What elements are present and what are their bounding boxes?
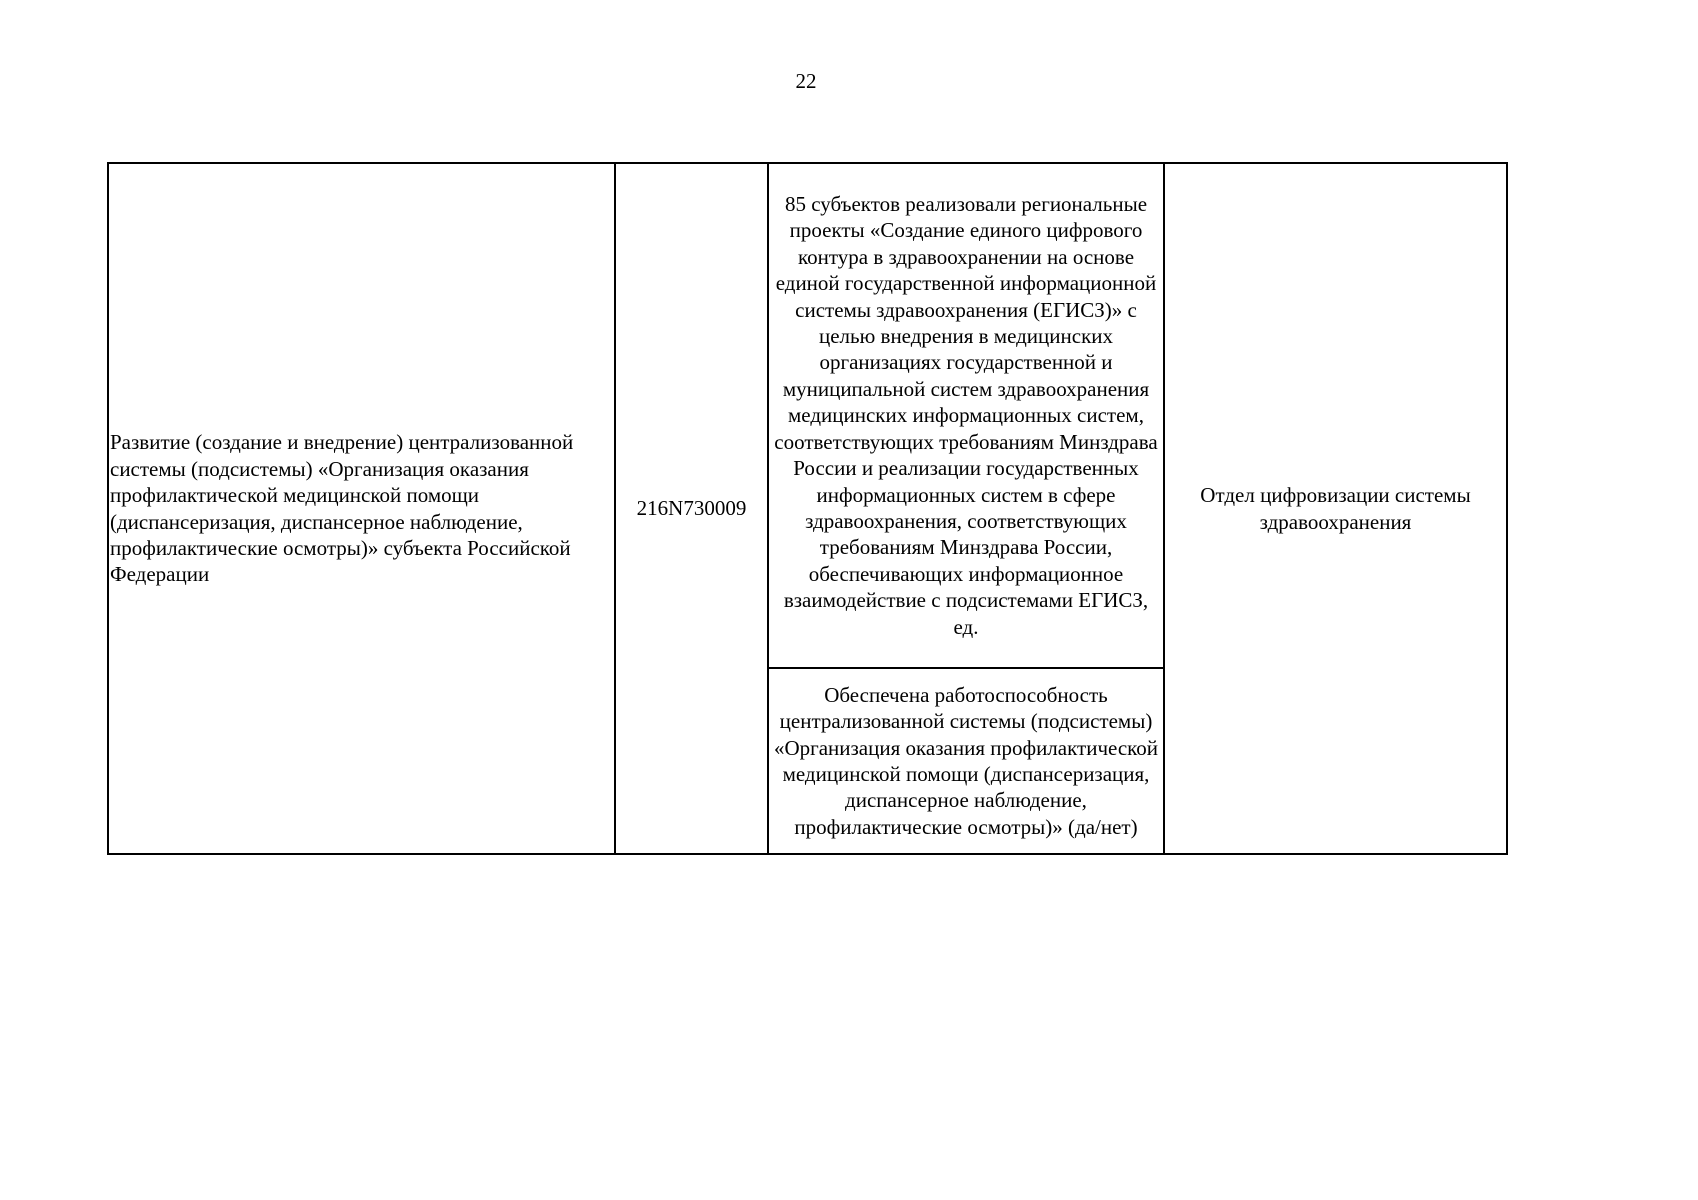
measure-name-text: Развитие (создание и внедрение) централизованной системы (подсистемы) «Организация оказания профилактической медицинской помощи (диспансеризация, диспансерное наблюдение, профилактические осмотры)» субъекта Российской Федерации [110, 430, 574, 587]
indicator-text-1: 85 субъектов реализовали региональные проекты «Создание единого цифрового контура в здравоохранении на основе единой государственной информационной системы здравоохранения (ЕГИСЗ)» с целью внедрения в медицинских организациях государственной и муниципальной систем здравоохранения медицинских информационных систем, соответствующих требованиям Минздрава России и реализации государственных информационных систем в сфере здравоохранения, соответствующих требованиям Минздрава России, обеспечивающих информационное взаимодействие с подсистемами ЕГИСЗ, ед. [774, 192, 1158, 639]
page-number: 22 [795, 69, 817, 93]
table-row [108, 163, 1507, 668]
indicator-cell-1 [768, 163, 1164, 668]
code-text: 216N730009 [636, 496, 747, 521]
responsible-cell [1164, 163, 1507, 854]
responsible-text: Отдел цифровизации системы здравоохранения [1200, 483, 1471, 534]
code-cell [615, 163, 768, 854]
indicator-text-2: Обеспечена работоспособность централизованной системы (подсистемы) «Организация оказания профилактической медицинской помощи (диспансеризация, диспансерное наблюдение, профилактические осмотры)» (да/нет) [773, 682, 1159, 839]
measure-name-cell [108, 163, 615, 854]
indicator-cell-2 [768, 668, 1164, 854]
document-table [107, 162, 1508, 855]
